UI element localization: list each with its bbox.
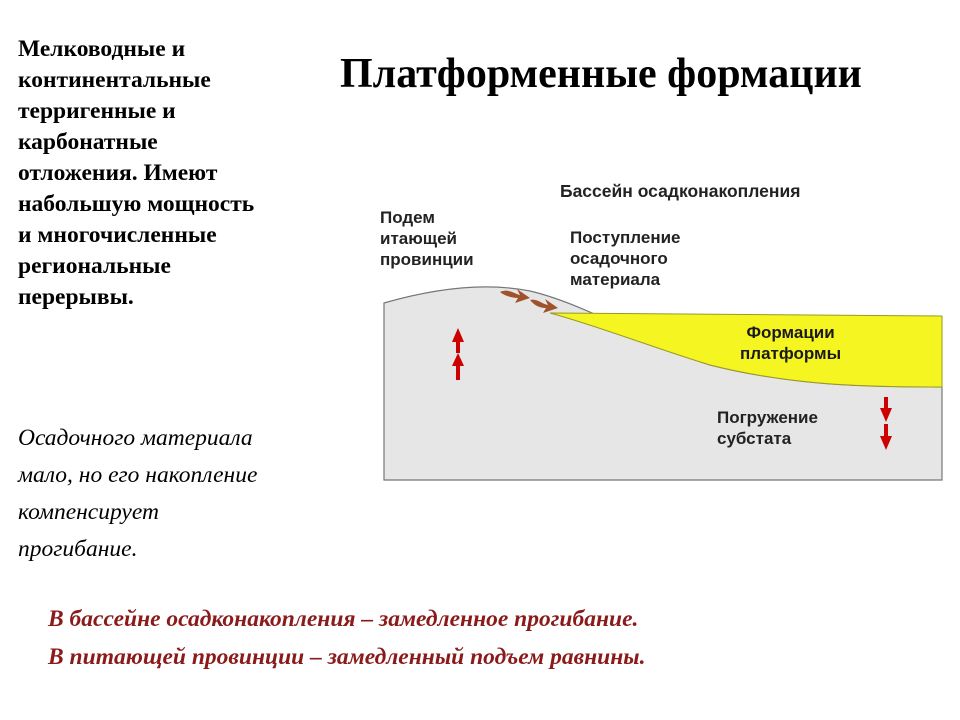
description-italic: [18, 420, 358, 568]
subsidence-label-line: субстата: [717, 429, 792, 448]
description-line: терригенные и: [18, 98, 176, 124]
description-bold: [18, 34, 348, 313]
conclusion: [48, 600, 948, 676]
uplift-label-line: Подем: [380, 208, 435, 227]
formation-label-line: платформы: [740, 344, 842, 363]
italic-line: мало, но его накопление: [18, 462, 258, 488]
subsidence-label: [717, 407, 818, 449]
formation-label: [740, 322, 841, 364]
description-line: набольшую мощность: [18, 191, 255, 217]
description-line: региональные: [18, 253, 171, 279]
conclusion-line: В питающей провинции – замедленный подъем равнины.: [48, 644, 646, 670]
uplift-label: [380, 207, 474, 270]
subsidence-label-line: Погружение: [717, 408, 818, 427]
supply-label: [570, 227, 681, 290]
italic-line: компенсирует: [18, 499, 159, 525]
italic-line: прогибание.: [18, 536, 138, 562]
description-line: карбонатные: [18, 129, 158, 155]
platform-formation-diagram: [380, 175, 960, 485]
description-line: Мелководные и: [18, 36, 186, 62]
supply-label-line: Поступление: [570, 228, 681, 247]
conclusion-line: В бассейне осадконакопления – замедленное прогибание.: [48, 606, 639, 632]
basin-label: Бассейн осадконакопления: [560, 181, 801, 201]
description-line: и многочисленные: [18, 222, 217, 248]
uplift-label-line: провинции: [380, 250, 474, 269]
uplift-label-line: итающей: [380, 229, 457, 248]
italic-line: Осадочного материала: [18, 425, 253, 451]
description-line: отложения. Имеют: [18, 160, 218, 186]
supply-label-line: материала: [570, 270, 661, 289]
description-line: континентальные: [18, 67, 211, 93]
description-line: перерывы.: [18, 284, 134, 310]
slide-title: Платформенные формации: [340, 51, 862, 97]
supply-label-line: осадочного: [570, 249, 668, 268]
formation-label-line: Формации: [746, 323, 835, 342]
